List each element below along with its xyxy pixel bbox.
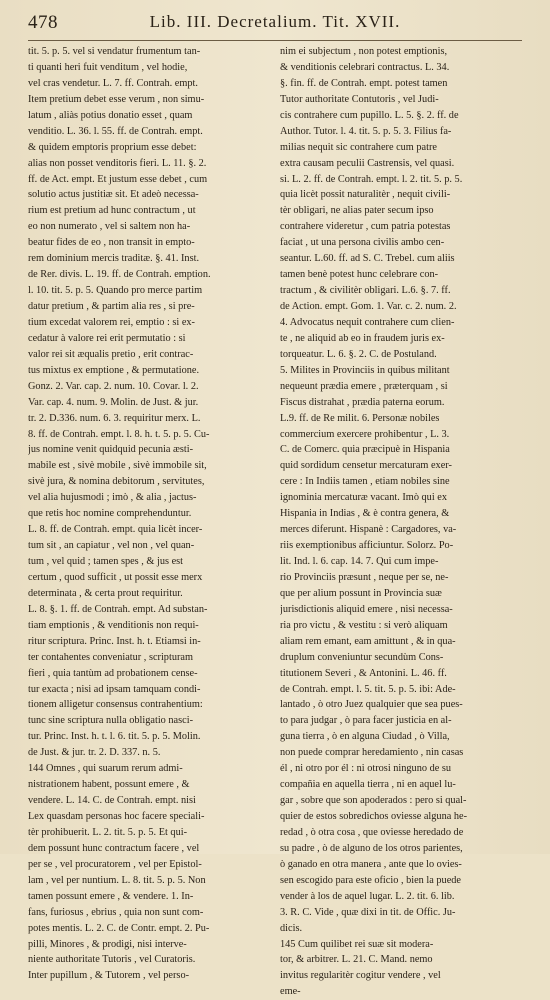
text-line: ter contahentes conveniatur , scripturam bbox=[28, 651, 193, 663]
text-line: ò ganado en otra manera , ante que lo ovies- bbox=[280, 858, 462, 870]
text-line: rium est pretium ad hunc contractum , ut bbox=[28, 205, 196, 217]
text-line: tèr obligari, ne alias pater secum ipso bbox=[280, 205, 434, 217]
header-rule bbox=[28, 40, 522, 41]
text-line: de Action. empt. Gom. 1. Var. c. 2. num. 2. bbox=[280, 301, 457, 312]
text-line: 8. ff. de Contrah. empt. l. 8. h. t. 5. p. 5. Cu- bbox=[28, 428, 210, 440]
text-line: Hispania in Indias , & è contra genera, & bbox=[280, 508, 450, 520]
text-line: nim ei subjectum , non potest emptionis, bbox=[280, 46, 448, 57]
text-line: C. de Comerc. quia præcipuè in Hispania bbox=[280, 444, 450, 456]
text-line: tr. 2. D.336. num. 6. 3. requiritur merx. L. bbox=[28, 412, 201, 424]
text-line: cedatur à valore rei erit permutatio : si bbox=[28, 332, 186, 344]
text-line: contrahere videretur , cum patria potestas bbox=[280, 221, 451, 233]
text-line: tiam emptionis , & venditionis non requi- bbox=[28, 619, 199, 631]
text-line: redad , ò otra cosa , que oviesse heredado de bbox=[280, 826, 464, 838]
text-line: tunc sine scriptura nulla obligatio nasci- bbox=[28, 715, 193, 727]
text-line: ignominia mercaturæ vacant. Imò qui ex bbox=[280, 492, 447, 504]
text-line: latum , aliàs potius donatio esset , quam bbox=[28, 109, 193, 121]
text-line: tamen possunt emere , & vendere. 1. In- bbox=[28, 890, 194, 902]
running-head: Lib. III. Decretalium. Tit. XVII. bbox=[149, 12, 401, 31]
text-line: eo non numerato , vel si saltem non ha- bbox=[28, 221, 191, 233]
text-line: de Just. & jur. tr. 2. D. 337. n. 5. bbox=[28, 747, 161, 759]
text-line: vel alia hujusmodi ; imò , & alia , jactus- bbox=[28, 492, 197, 504]
text-line: torqueatur. L. 6. §. 2. C. de Postuland. bbox=[280, 348, 437, 360]
text-line: to para judgar , ò para facer justicia en al- bbox=[280, 715, 452, 727]
text-line: tit. 5. p. 5. vel si vendatur frumentum tan- bbox=[28, 46, 201, 57]
text-line: tum sit , an capiatur , vel non , vel quan- bbox=[28, 540, 195, 552]
text-line: compañia en aquella tierra , ni en aquel lu- bbox=[280, 779, 456, 791]
text-line: 4. Advocatus nequit contrahere cum clien- bbox=[280, 316, 455, 328]
text-line: 145 Cum quilibet rei suæ sit modera- bbox=[280, 938, 434, 950]
text-line: riis exemptionibus afficiuntur. Solorz. Po- bbox=[280, 540, 454, 552]
text-line: de Rer. divis. L. 19. ff. de Contrah. emption. bbox=[28, 269, 211, 281]
text-line: vender à los de aquel lugar. L. 2. tit. 6. lib. bbox=[280, 890, 455, 902]
text-line: commercium exercere prohibentur , L. 3. bbox=[280, 428, 450, 440]
text-line: ritur scriptura. Princ. Inst. h. t. Etiamsi in- bbox=[28, 635, 201, 647]
text-line: Tutor authoritate Contutoris , vel Judi- bbox=[280, 93, 439, 105]
text-line: 144 Omnes , qui suarum rerum admi- bbox=[28, 763, 183, 775]
text-line: quia licèt possit naturalitèr , nequit civili- bbox=[280, 189, 451, 201]
text-line: fans, furiosus , ebrius , quia non sunt com- bbox=[28, 906, 204, 918]
text-line: él , ni otro por él : ni otrosi ninguno de su bbox=[280, 763, 452, 775]
text-line: merces diferunt. Hispanè : Cargadores, va- bbox=[280, 524, 457, 536]
text-line: L.9. ff. de Re milit. 6. Personæ nobiles bbox=[280, 412, 440, 424]
text-line: Inter pupillum , & Tutorem , vel perso- bbox=[28, 970, 190, 982]
text-line: tium excedat valorem rei, emptio : si ex- bbox=[28, 316, 195, 328]
text-line: nistrationem habent, possunt emere , & bbox=[28, 779, 190, 791]
text-line: §. fin. ff. de Contrah. empt. potest tamen bbox=[280, 77, 448, 89]
text-line: Gonz. 2. Var. cap. 2. num. 10. Covar. l. 2. bbox=[28, 380, 199, 392]
text-line: sivè jura, & nomina debitorum , servitutes, bbox=[28, 476, 205, 488]
text-line: mabile est , sivè mobile , sivè immobile sit, bbox=[28, 460, 207, 472]
text-line: L. 8. ff. de Contrah. empt. quia licèt incer- bbox=[28, 524, 203, 536]
text-line: druplum conveniuntur secundùm Cons- bbox=[280, 651, 444, 663]
text-line: niente authoritate Tutoris , vel Curatoris. bbox=[28, 954, 196, 966]
text-line: & quidem emptoris proprium esse debet: bbox=[28, 141, 197, 153]
text-line: L. 8. §. 1. ff. de Contrah. empt. Ad substan- bbox=[28, 603, 208, 615]
text-line: eme- bbox=[280, 986, 301, 998]
text-line: venditio. L. 36. l. 55. ff. de Contrah. empt. bbox=[28, 125, 203, 137]
text-line: & venditionis celebrari contractus. L. 34. bbox=[280, 61, 450, 73]
text-line: lit. Ind. l. 6. cap. 14. 7. Qui cum impe- bbox=[280, 556, 439, 567]
text-line: si. L. 2. ff. de Contrah. empt. l. 2. tit. 5. p. 5. bbox=[280, 173, 463, 185]
text-line: su padre , ò de alguno de los otros parientes, bbox=[280, 842, 463, 854]
text-line: 5. Milites in Provinciis in quibus militant bbox=[280, 364, 450, 376]
text-line: beatur fides de eo , non transit in empto- bbox=[28, 237, 195, 249]
text-line: dem possunt hunc contractum facere , vel bbox=[28, 842, 200, 854]
text-line: non puede comprar heredamiento , nin casas bbox=[280, 747, 464, 759]
text-line: tionem alligetur consensus contrahentium: bbox=[28, 699, 203, 711]
text-line: potes mentis. L. 2. C. de Contr. empt. 2. Pu- bbox=[28, 922, 210, 934]
text-line: que retis hoc nomine comprehenduntur. bbox=[28, 508, 192, 520]
text-line: jus nomine venit quidquid pecunia æsti- bbox=[28, 444, 194, 456]
text-columns bbox=[28, 44, 524, 998]
text-line: sen escogido para este oficio , bien la puede bbox=[280, 874, 461, 886]
text-line: Author. Tutor. l. 4. tit. 5. p. 5. 3. Filius fa- bbox=[280, 125, 452, 137]
text-line: nequeunt prædia emere , præterquam , si bbox=[280, 380, 448, 392]
text-line: alias non posset venditoris fieri. L. 11. §. 2. bbox=[28, 157, 207, 169]
text-line: te , ne aliquid ab eo in fraudem juris ex- bbox=[280, 332, 445, 344]
text-line: invitus regularitèr cogitur vendere , vel bbox=[280, 970, 441, 982]
text-line: fieri , quia tantùm ad probationem cense- bbox=[28, 667, 198, 679]
text-line: milias nequit sic contrahere cum patre bbox=[280, 141, 437, 153]
text-line: extra causam peculii Castrensis, vel quasi. bbox=[280, 157, 455, 169]
text-line: gar , sobre que son apoderados : pero si qual- bbox=[280, 795, 467, 807]
text-line: vendere. L. 14. C. de Contrah. empt. nisi bbox=[28, 795, 196, 807]
text-line: l. 10. tit. 5. p. 5. Quando pro merce partim bbox=[28, 285, 203, 297]
text-line: valor rei sit æqualis pretio , erit contrac- bbox=[28, 348, 194, 360]
text-line: pilli, Minores , & prodigi, nisi interve- bbox=[28, 938, 187, 950]
text-line: tèr prohibuerit. L. 2. tit. 5. p. 5. Et qui- bbox=[28, 826, 188, 838]
text-line: solutio actus justitiæ sit. Et adeò necessa- bbox=[28, 189, 199, 201]
text-line: de Contrah. empt. l. 5. tit. 5. p. 5. ibi: Ade- bbox=[280, 683, 456, 695]
text-line: dicis. bbox=[280, 922, 303, 934]
text-line: ria pro victu , & vestitu : si verò aliquam bbox=[280, 619, 448, 631]
text-line: datur pretium , & partim alia res , si pre- bbox=[28, 301, 195, 312]
text-line: tractum , & civilitèr obligari. L.6. §. 7. ff. bbox=[280, 285, 451, 297]
text-line: quid sordidum censetur mercaturam exer- bbox=[280, 460, 452, 472]
right-column bbox=[280, 44, 524, 1000]
text-line: Var. cap. 4. num. 9. Molin. de Just. & jur. bbox=[28, 396, 199, 408]
text-line: faciat , ut una persona civilis ambo cen- bbox=[280, 237, 445, 249]
text-line: tor, & arbitrer. L. 21. C. Mand. nemo bbox=[280, 954, 433, 966]
page-number: 478 bbox=[28, 12, 58, 33]
text-line: vel cras vendetur. L. 7. ff. Contrah. empt. bbox=[28, 77, 198, 89]
text-line: seantur. L.60. ff. ad S. C. Trebel. cum aliis bbox=[280, 253, 455, 265]
text-line: 3. R. C. Vide , quæ dixi in tit. de Offic. Ju- bbox=[280, 906, 456, 918]
text-line: lam , vel per nuntium. L. 8. tit. 5. p. 5. Non bbox=[28, 874, 206, 886]
text-line: jurisdictionis aliquid emere , nisi necessa- bbox=[280, 603, 453, 615]
text-line: tum , vel quid ; tamen spes , & jus est bbox=[28, 556, 184, 567]
text-line: cis contrahere cum pupillo. L. 5. §. 2. ff. de bbox=[280, 109, 459, 121]
text-line: certum , quod sufficit , ut possit esse merx bbox=[28, 571, 203, 583]
page-header bbox=[28, 12, 522, 38]
text-line: ti quanti heri fuit venditum , vel hodie, bbox=[28, 61, 188, 73]
left-column bbox=[28, 44, 272, 984]
text-line: per se , vel procuratorem , vel per Epistol- bbox=[28, 858, 202, 870]
text-line: rio Provinciis præsunt , neque per se, ne- bbox=[280, 571, 449, 583]
text-line: que per alium possunt in Provincia suæ bbox=[280, 587, 442, 599]
text-line: ff. de Act. empt. Et justum esse debet , cum bbox=[28, 173, 208, 185]
text-line: Item pretium debet esse verum , non simu- bbox=[28, 93, 205, 105]
text-line: guna tierra , ò en alguna Ciudad , ò Villa, bbox=[280, 731, 450, 743]
text-line: quier de estos sobredichos oviesse alguna he- bbox=[280, 811, 468, 822]
text-line: rem dominium mercis traditæ. §. 41. Inst. bbox=[28, 253, 200, 265]
text-line: tur. Princ. Inst. h. t. l. 6. tit. 5. p. 5. Molin. bbox=[28, 731, 201, 743]
text-line: tamen benè potest hunc celebrare con- bbox=[280, 269, 439, 281]
text-line: tur exacta ; nisi ad ipsam tamquam condi- bbox=[28, 683, 201, 695]
text-line: Lex quasdam personas hoc facere speciali- bbox=[28, 811, 205, 822]
text-line: lantado , ò otro Juez qualquier que sea pues- bbox=[280, 699, 463, 711]
text-line: tus mixtus ex emptione , & permutatione. bbox=[28, 364, 200, 376]
text-line: titutionem Severi , & Antonini. L. 46. ff. bbox=[280, 667, 447, 679]
text-line: determinata , & certa prout requiritur. bbox=[28, 587, 183, 599]
text-line: aliam rem emant, eam amittunt , & in qua- bbox=[280, 635, 456, 647]
text-line: Fiscus distrahat , prædia paterna eorum. bbox=[280, 396, 445, 408]
text-line: cere : In Indiis tamen , etiam nobiles sine bbox=[280, 476, 450, 488]
